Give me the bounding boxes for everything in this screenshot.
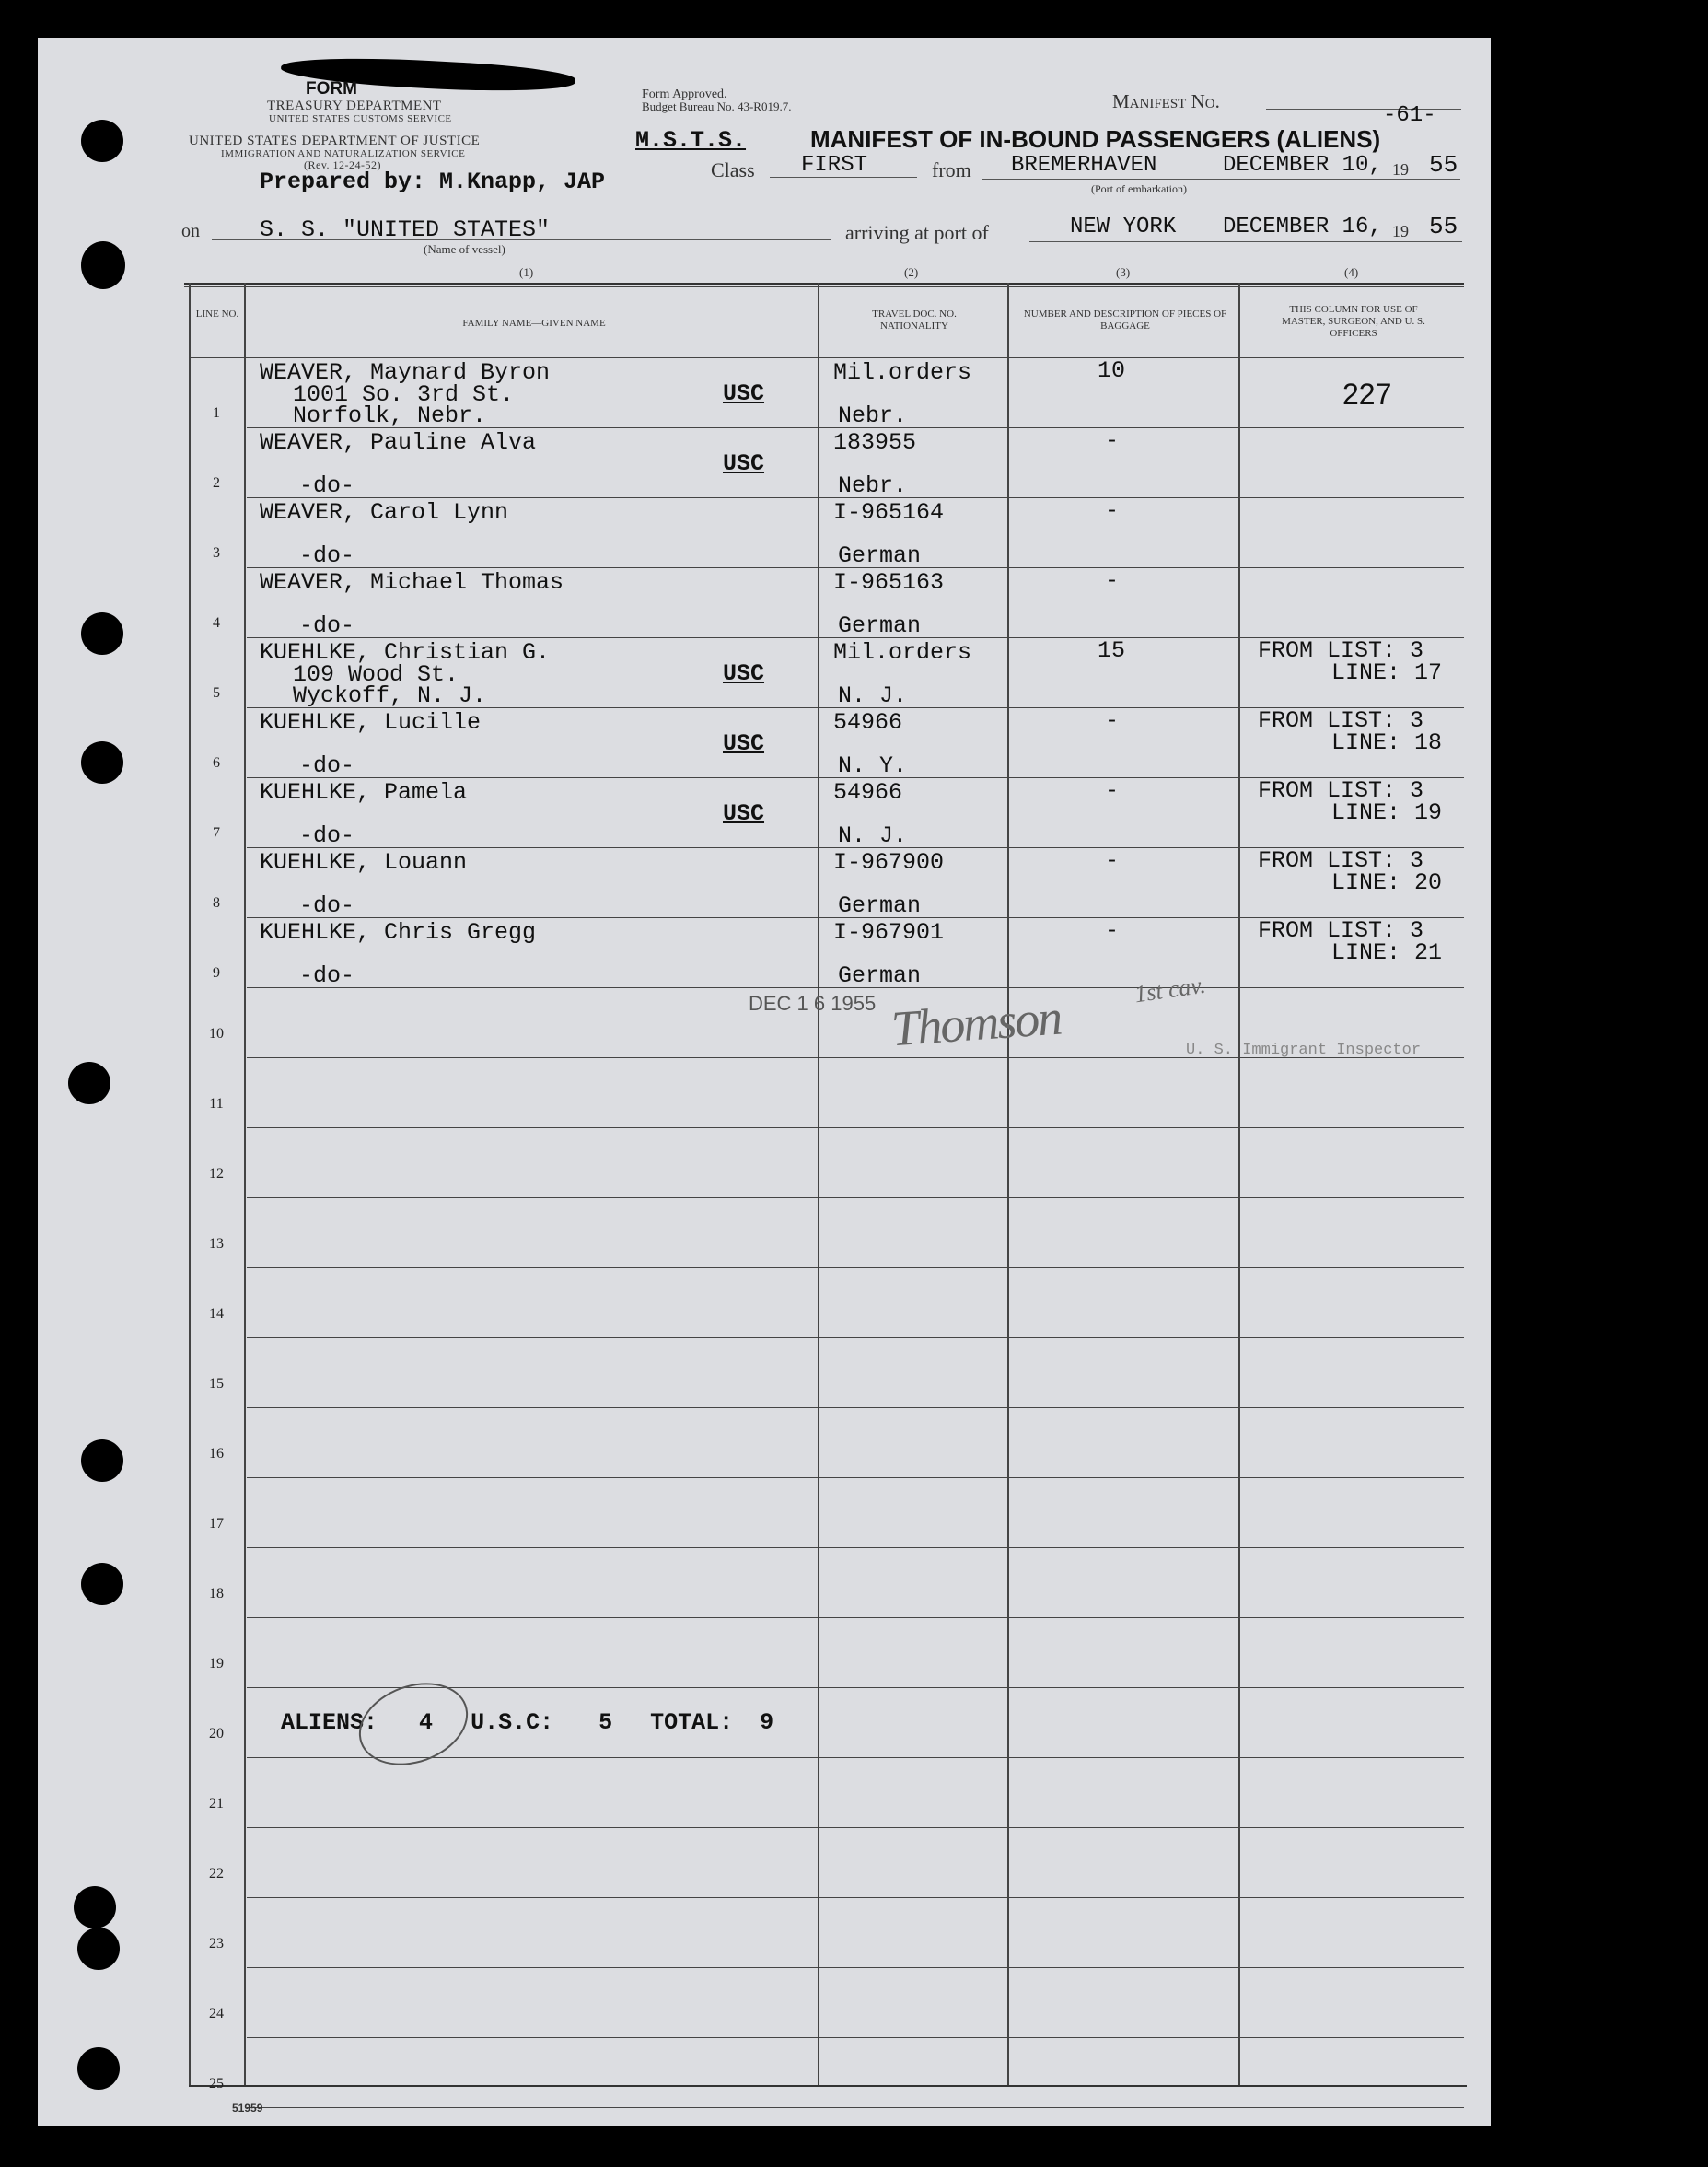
from-underline: [982, 179, 1460, 180]
ins-service: IMMIGRATION AND NATURALIZATION SERVICE: [221, 148, 466, 159]
line-number: 12: [209, 1166, 224, 1182]
travel-doc-number: 54966: [833, 709, 903, 736]
footer-code: 51959: [232, 2102, 263, 2115]
budget-bureau: Budget Bureau No. 43-R019.7.: [642, 99, 792, 113]
arrival-port: NEW YORK: [1070, 215, 1177, 239]
line-number: 16: [209, 1446, 224, 1462]
doc-col-divider: [1007, 283, 1009, 2085]
punch-hole: [81, 741, 123, 784]
punch-hole: [81, 241, 125, 289]
line-number: 4: [213, 615, 220, 631]
aliens-count: 4: [419, 1709, 434, 1736]
passenger-address-line2: Norfolk, Nebr.: [293, 402, 487, 429]
travel-doc-number: Mil.orders: [833, 639, 972, 666]
citizenship-status: USC: [723, 450, 765, 477]
row-separator: [247, 1897, 1464, 1898]
travel-doc-number: 54966: [833, 779, 903, 806]
header-bottom-rule: [189, 357, 1464, 358]
travel-doc-number: I-965163: [833, 569, 945, 596]
line-number: 19: [209, 1656, 224, 1672]
row-separator: [247, 1267, 1464, 1268]
nationality: Nebr.: [838, 402, 908, 429]
row-separator: [247, 1407, 1464, 1408]
passenger-name: WEAVER, Maynard Byron: [260, 359, 551, 386]
line-number: 15: [209, 1376, 224, 1392]
signature-note: 1st cav.: [1133, 971, 1208, 1008]
baggage-count: -: [1105, 707, 1120, 734]
row-separator: [247, 2037, 1464, 2038]
line-number: 17: [209, 1516, 224, 1532]
baggage-count: -: [1105, 497, 1120, 524]
baggage-col-divider: [1238, 283, 1240, 2085]
punch-hole: [68, 1062, 110, 1104]
punch-hole: [74, 1886, 116, 1928]
passenger-name: WEAVER, Carol Lynn: [260, 499, 509, 526]
port-caption: (Port of embarkation): [1091, 182, 1187, 195]
vessel-name: S. S. "UNITED STATES": [260, 216, 551, 243]
punch-hole: [81, 120, 123, 162]
row-separator: [247, 1197, 1464, 1198]
arrival-underline: [1029, 241, 1462, 242]
punch-hole: [77, 2047, 120, 2090]
baggage-count: -: [1105, 917, 1120, 944]
aliens-label: ALIENS:: [281, 1709, 378, 1736]
embark-year-prefix: 19: [1392, 160, 1409, 179]
line-number: 24: [209, 2006, 224, 2021]
col-number-4: (4): [1344, 265, 1359, 279]
customs-service: UNITED STATES CUSTOMS SERVICE: [269, 113, 452, 124]
officer-note-line: LINE: 17: [1331, 659, 1443, 686]
col-number-1: (1): [519, 265, 534, 279]
line-number: 23: [209, 1936, 224, 1951]
line-number: 22: [209, 1866, 224, 1882]
citizenship-status: USC: [723, 660, 765, 687]
name-col-divider: [818, 283, 819, 2085]
officer-note-line: LINE: 20: [1331, 869, 1443, 896]
embark-date: DECEMBER 10,: [1223, 153, 1382, 178]
line-number: 3: [213, 545, 220, 561]
officer-note: FROM LIST: 3: [1258, 707, 1424, 734]
officer-note: FROM LIST: 3: [1258, 847, 1424, 874]
manifest-no-label: Manifest No.: [1112, 90, 1220, 112]
passenger-address-line2: -do-: [299, 892, 355, 919]
col-header-baggage: NUMBER AND DESCRIPTION OF PIECES OF BAGGAGE: [1023, 309, 1227, 332]
nationality: German: [838, 612, 922, 639]
col-header-travel-doc: TRAVEL DOC. NO. NATIONALITY: [872, 309, 957, 332]
travel-doc-number: 183955: [833, 429, 917, 456]
passenger-address-line2: -do-: [299, 612, 355, 639]
nationality: German: [838, 962, 922, 989]
passenger-address: 109 Wood St.: [293, 661, 459, 688]
citizenship-status: USC: [723, 730, 765, 757]
baggage-count: 10: [1098, 357, 1126, 384]
passenger-name: KUEHLKE, Christian G.: [260, 639, 551, 666]
col-number-3: (3): [1116, 265, 1131, 279]
officer-note: FROM LIST: 3: [1258, 637, 1424, 664]
nationality: Nebr.: [838, 472, 908, 499]
usc-label: U.S.C:: [471, 1709, 554, 1736]
manifest-title: MANIFEST OF IN-BOUND PASSENGERS (ALIENS): [810, 125, 1381, 153]
line-number: 10: [209, 1026, 224, 1042]
officer-note: FROM LIST: 3: [1258, 917, 1424, 944]
punch-hole: [77, 1928, 120, 1970]
arrival-date: DECEMBER 16,: [1223, 215, 1382, 239]
col-header-officers: THIS COLUMN FOR USE OF MASTER, SURGEON, AND U. S. OFFICERS: [1282, 304, 1425, 339]
row-separator: [247, 1337, 1464, 1338]
passenger-address-line2: -do-: [299, 472, 355, 499]
travel-doc-number: I-967900: [833, 849, 945, 876]
row-separator: [247, 1967, 1464, 1968]
immigrant-inspector-label: U. S. Immigrant Inspector: [1186, 1042, 1422, 1059]
line-col-divider: [244, 283, 246, 2085]
inspector-signature: Thomson: [889, 989, 1063, 1057]
passenger-address-line2: -do-: [299, 822, 355, 849]
arriving-label: arriving at port of: [845, 221, 989, 244]
manifest-no: -61-: [1383, 103, 1436, 128]
line-number: 5: [213, 685, 220, 701]
justice-department: UNITED STATES DEPARTMENT OF JUSTICE: [189, 134, 481, 148]
line-number: 8: [213, 895, 220, 911]
line-number: 21: [209, 1796, 224, 1812]
form-approved: Form Approved.: [642, 87, 727, 101]
prepared-by: Prepared by: M.Knapp, JAP: [260, 169, 606, 195]
col-number-2: (2): [904, 265, 919, 279]
line-number: 20: [209, 1726, 224, 1742]
officer-note-line: LINE: 19: [1331, 799, 1443, 826]
manifest-sheet: [38, 38, 1491, 2126]
travel-doc-number: I-965164: [833, 499, 945, 526]
travel-doc-number: Mil.orders: [833, 359, 972, 386]
line-number: 9: [213, 965, 220, 981]
line-number: 11: [209, 1096, 224, 1112]
passenger-address-line2: -do-: [299, 752, 355, 779]
table-left-border: [189, 283, 191, 2085]
col-header-line-no: LINE NO.: [195, 309, 239, 320]
passenger-name: WEAVER, Pauline Alva: [260, 429, 537, 456]
passenger-address-line2: Wyckoff, N. J.: [293, 682, 487, 709]
nationality: N. J.: [838, 822, 908, 849]
passenger-address-line2: -do-: [299, 962, 355, 989]
embark-year: 55: [1429, 151, 1458, 179]
line-number: 18: [209, 1586, 224, 1602]
revision-date: (Rev. 12-24-52): [304, 158, 382, 171]
baggage-count: -: [1105, 847, 1120, 874]
citizenship-status: USC: [723, 380, 765, 407]
passenger-address: 1001 So. 3rd St.: [293, 381, 515, 408]
line-number: 14: [209, 1306, 224, 1322]
row-separator: [247, 1827, 1464, 1828]
line-number: 1: [213, 405, 220, 421]
citizenship-status: USC: [723, 800, 765, 827]
punch-hole: [81, 1563, 123, 1605]
line-number: 13: [209, 1236, 224, 1252]
line-number: 6: [213, 755, 220, 771]
travel-doc-number: I-967901: [833, 919, 945, 946]
passenger-name: KUEHLKE, Lucille: [260, 709, 482, 736]
baggage-count: -: [1105, 777, 1120, 804]
passenger-name: KUEHLKE, Louann: [260, 849, 468, 876]
passenger-name: KUEHLKE, Chris Gregg: [260, 919, 537, 946]
nationality: German: [838, 892, 922, 919]
total-count: 9: [760, 1709, 774, 1736]
table-top-border-inner: [184, 286, 1464, 287]
row-separator: [247, 2107, 1464, 2108]
punch-hole: [81, 612, 123, 655]
passenger-address-line2: -do-: [299, 542, 355, 569]
totals-line: [281, 1709, 773, 1736]
officer-note-line: LINE: 18: [1331, 729, 1443, 756]
row-separator: [247, 1547, 1464, 1548]
officer-note-line: LINE: 21: [1331, 939, 1443, 966]
class-label: Class: [711, 158, 755, 181]
nationality: German: [838, 542, 922, 569]
vessel-caption: (Name of vessel): [424, 242, 505, 256]
on-label: on: [181, 221, 200, 241]
line-number: 25: [209, 2076, 224, 2091]
passenger-name: KUEHLKE, Pamela: [260, 779, 468, 806]
nationality: N. Y.: [838, 752, 908, 779]
officer-note: FROM LIST: 3: [1258, 777, 1424, 804]
col-header-name: FAMILY NAME—GIVEN NAME: [462, 318, 606, 329]
usc-count: 5: [598, 1709, 613, 1736]
row-separator: [247, 1127, 1464, 1128]
treasury-department: TREASURY DEPARTMENT: [267, 99, 442, 113]
line-number: 2: [213, 475, 220, 491]
line-number: 7: [213, 825, 220, 841]
baggage-count: 15: [1098, 637, 1126, 664]
form-label: FORM: [306, 79, 357, 99]
row-separator: [247, 1477, 1464, 1478]
inspection-stamp-date: DEC 1 6 1955: [749, 992, 877, 1015]
table-top-border: [184, 283, 1464, 285]
arrival-year-prefix: 19: [1392, 222, 1409, 240]
officer-note: 227: [1342, 378, 1392, 411]
from-label: from: [932, 158, 971, 181]
table-bottom-border: [189, 2085, 1467, 2087]
row-separator: [247, 1617, 1464, 1618]
embark-port: BREMERHAVEN: [1011, 153, 1157, 178]
msts-label: M.S.T.S.: [635, 127, 747, 154]
passenger-name: WEAVER, Michael Thomas: [260, 569, 564, 596]
punch-hole: [81, 1439, 123, 1482]
total-label: TOTAL:: [650, 1709, 734, 1736]
baggage-count: -: [1105, 427, 1120, 454]
arrival-year: 55: [1429, 213, 1458, 240]
class-value: FIRST: [801, 153, 868, 178]
nationality: N. J.: [838, 682, 908, 709]
baggage-count: -: [1105, 567, 1120, 594]
